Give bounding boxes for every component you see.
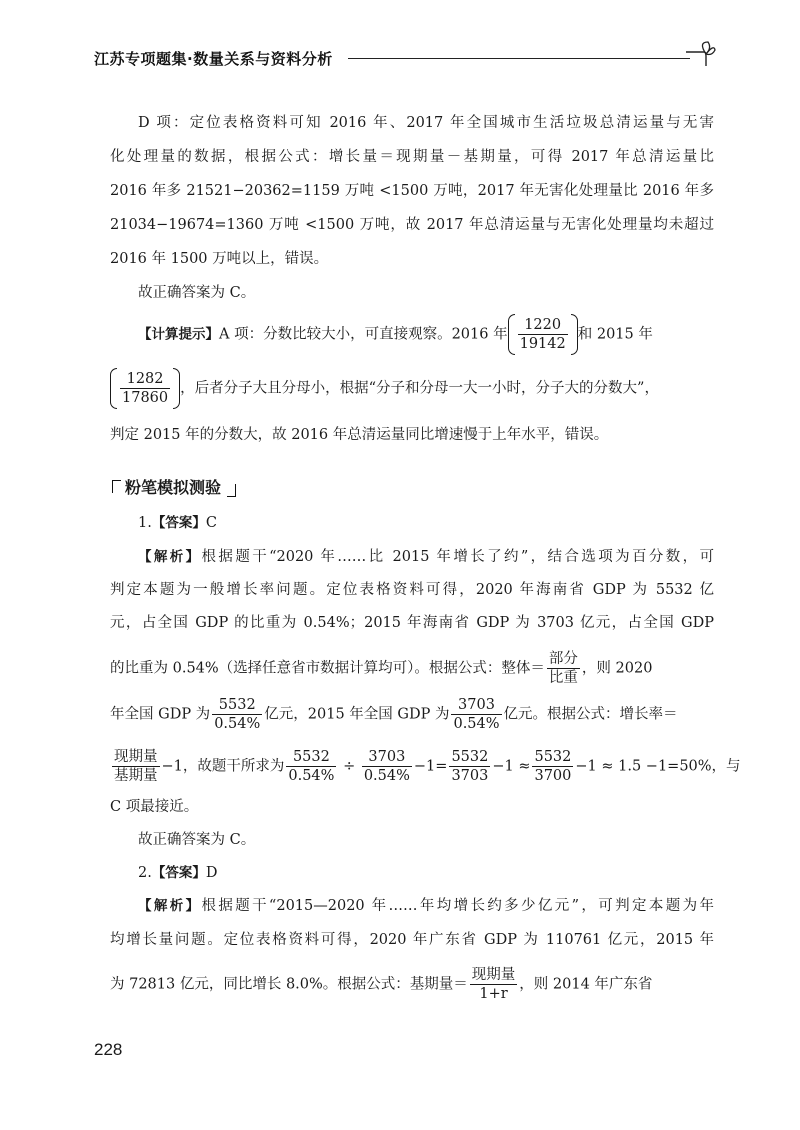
calc-tip-line-2	[110, 370, 714, 407]
sprout-icon	[682, 38, 716, 68]
fraction-2015: $\frac{1282}{17860}$	[110, 370, 180, 407]
q1-line-4: 的比重为 0.54%（选择任意省市数据计算均可）。根据公式：整体＝ $\frac{\text{部分}}{\text{比重}}$ ，则 2020	[110, 651, 653, 686]
calc-tip-text-b: 和 2015 年	[577, 326, 653, 343]
d-item-answer: 故正确答案为 C。	[138, 285, 256, 301]
q1-analysis-line-1: 【解析】根据题干“2020 年……比 2015 年增长了约”，结合选项为百分数，可	[138, 549, 714, 565]
q2-line-2: 均增长量问题。定位表格资料可得，2020 年广东省 GDP 为 110761 亿元，2015 年	[110, 932, 714, 948]
q1-line-3: 元，占全国 GDP 的比重为 0.54%；2015 年海南省 GDP 为 3703 亿元，占全国 GDP	[110, 615, 714, 631]
q1-final-answer: 故正确答案为 C。	[138, 832, 256, 848]
q1-line-5: 年全国 GDP 为 $\frac{5532}{0.54\%}$ 亿元，2015 年全国 GDP 为 $\frac{3703}{0.54\%}$ 亿元。根据公式：增长率＝	[110, 697, 678, 732]
d-item-line-5: 2016 年 1500 万吨以上，错误。	[110, 251, 329, 267]
corner-right-icon	[227, 484, 236, 497]
section-title: 粉笔模拟测验	[112, 475, 236, 498]
page-number: 228	[94, 1040, 123, 1059]
q2-analysis-line-1: 【解析】根据题干“2015—2020 年……年均增长约多少亿元”，可判定本题为年	[138, 898, 714, 914]
calc-tip-text-c: ，后者分子大且分母小，根据“分子和分母一大一小时，分子大的分数大”，	[180, 380, 659, 397]
q1-line-7: C 项最接近。	[110, 799, 199, 815]
calc-tip-line-1	[138, 316, 714, 353]
header-title: 江苏专项题集·数量关系与资料分析	[94, 50, 333, 68]
q2-answer: 2.【答案】D	[138, 865, 218, 881]
d-item-line-3: 2016 年多 21521−20362=1159 万吨 <1500 万吨，2017 年无害化处理量比 2016 年多	[110, 183, 714, 199]
q2-line-3: 为 72813 亿元，同比增长 8.0%。根据公式：基期量＝ $\frac{\text{现期量}}{1+r}$ ，则 2014 年广东省	[110, 967, 653, 1002]
fraction-2016: $\frac{1220}{19142}$	[508, 316, 578, 353]
header-rule	[348, 58, 690, 59]
q1-line-2: 判定本题为一般增长率问题。定位表格资料可得，2020 年海南省 GDP 为 5532 亿	[110, 582, 714, 598]
d-item-line-2: 化处理量的数据，根据公式：增长量＝现期量－基期量，可得 2017 年总清运量比	[110, 149, 714, 165]
d-item-line-4: 21034−19674=1360 万吨 <1500 万吨，故 2017 年总清运量与无害化处理量均未超过	[110, 217, 714, 233]
calc-tip-label: 【计算提示】	[138, 326, 219, 343]
q1-line-6: $\frac{\text{现期量}}{\text{基期量}}$ −1，故题干所求为 $\frac{5532}{0.54\%}$ ÷ $\frac{3703}{0.54\%}$ −1= $\frac{5532}{3703}$ −1 ≈ $\frac{5532}{3700}$ −1 ≈ 1.5 −1=50%，与	[114, 749, 741, 784]
d-item-line-1: D 项：定位表格资料可知 2016 年、2017 年全国城市生活垃圾总清运量与无害	[138, 115, 714, 131]
calc-tip-line-3: 判定 2015 年的分数大，故 2016 年总清运量同比增速慢于上年水平，错误。	[110, 427, 609, 443]
calc-tip-text: A 项：分数比较大小，可直接观察。2016 年	[219, 326, 508, 343]
q1-answer: 1.【答案】C	[138, 515, 217, 531]
running-header	[70, 44, 730, 74]
corner-left-icon	[112, 480, 121, 493]
